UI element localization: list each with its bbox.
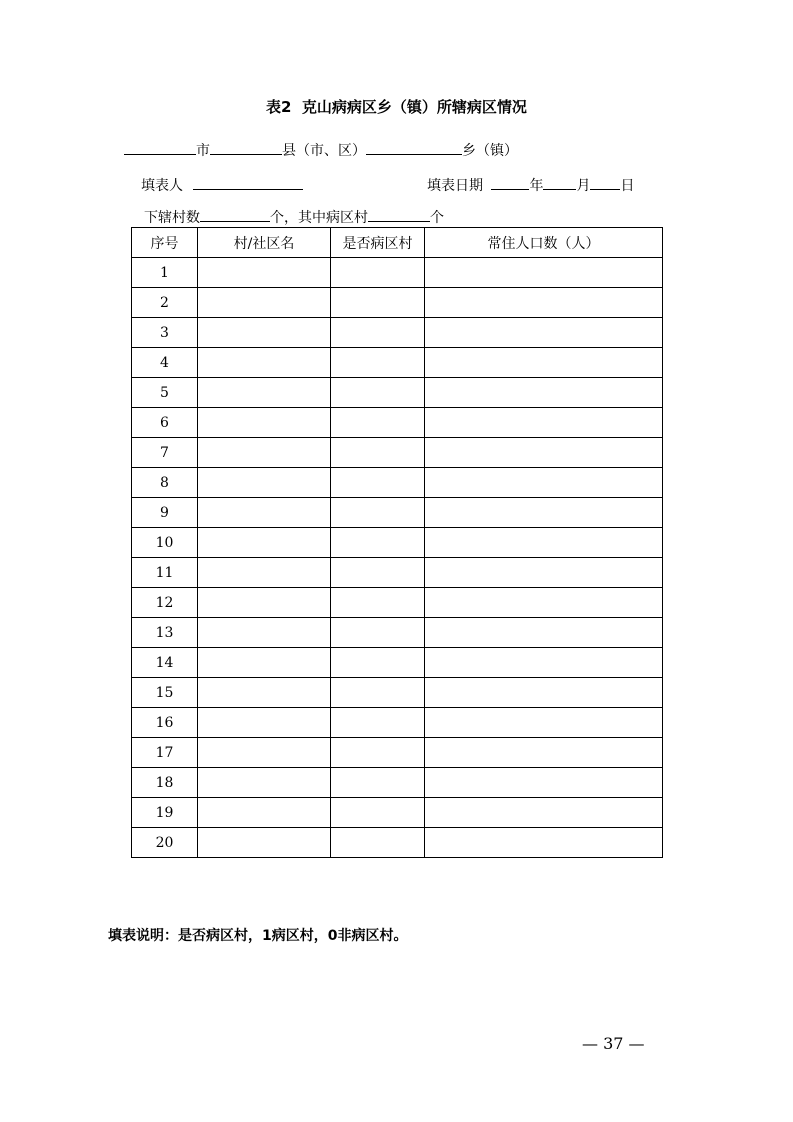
is-disease-village-cell[interactable] <box>331 258 425 288</box>
table-header-row <box>132 228 663 258</box>
resident-population-cell[interactable] <box>425 588 663 618</box>
unit-label: 个 <box>430 210 444 226</box>
month-label: 月 <box>576 178 591 194</box>
table-row <box>132 798 663 828</box>
filler-line <box>141 174 303 196</box>
row-index-cell: 6 <box>132 408 198 438</box>
village-name-cell[interactable] <box>198 828 331 858</box>
county-label: 县（市、区） <box>282 143 366 159</box>
village-name-cell[interactable] <box>198 768 331 798</box>
row-index-cell: 20 <box>132 828 198 858</box>
resident-population-cell[interactable] <box>425 768 663 798</box>
row-index-cell: 8 <box>132 468 198 498</box>
resident-population-cell[interactable] <box>425 708 663 738</box>
village-name-cell[interactable] <box>198 468 331 498</box>
is-disease-village-cell[interactable] <box>331 558 425 588</box>
table-row <box>132 318 663 348</box>
row-index-cell: 7 <box>132 438 198 468</box>
resident-population-cell[interactable] <box>425 318 663 348</box>
row-index-cell: 3 <box>132 318 198 348</box>
is-disease-village-cell[interactable] <box>331 288 425 318</box>
village-name-cell[interactable] <box>198 318 331 348</box>
village-name-cell[interactable] <box>198 348 331 378</box>
table-row <box>132 768 663 798</box>
village-name-cell[interactable] <box>198 438 331 468</box>
header-is-disease-village: 是否病区村 <box>331 228 425 258</box>
resident-population-cell[interactable] <box>425 348 663 378</box>
is-disease-village-cell[interactable] <box>331 378 425 408</box>
fill-instructions: 填表说明：是否病区村，1病区村，0非病区村。 <box>108 928 408 944</box>
table-row <box>132 378 663 408</box>
villages-table <box>131 227 663 858</box>
page-title: 表2 克山病病区乡（镇）所辖病区情况 <box>266 98 527 116</box>
village-name-cell[interactable] <box>198 798 331 828</box>
township-label: 乡（镇） <box>462 143 518 159</box>
table-row <box>132 738 663 768</box>
is-disease-village-cell[interactable] <box>331 618 425 648</box>
resident-population-cell[interactable] <box>425 738 663 768</box>
table-row <box>132 678 663 708</box>
is-disease-village-cell[interactable] <box>331 768 425 798</box>
row-index-cell: 10 <box>132 528 198 558</box>
row-index-cell: 13 <box>132 618 198 648</box>
date-line <box>427 174 634 196</box>
village-name-cell[interactable] <box>198 258 331 288</box>
date-label: 填表日期 <box>427 178 483 194</box>
row-index-cell: 1 <box>132 258 198 288</box>
is-disease-village-cell[interactable] <box>331 828 425 858</box>
month-blank[interactable] <box>543 174 576 190</box>
village-name-cell[interactable] <box>198 618 331 648</box>
village-name-cell[interactable] <box>198 408 331 438</box>
filler-blank[interactable] <box>193 174 303 190</box>
header-village-name: 村/社区名 <box>198 228 331 258</box>
is-disease-village-cell[interactable] <box>331 468 425 498</box>
resident-population-cell[interactable] <box>425 648 663 678</box>
page-number: — 37 — <box>582 1034 645 1053</box>
table-row <box>132 468 663 498</box>
is-disease-village-cell[interactable] <box>331 498 425 528</box>
city-label: 市 <box>196 143 210 159</box>
resident-population-cell[interactable] <box>425 408 663 438</box>
village-name-cell[interactable] <box>198 648 331 678</box>
village-name-cell[interactable] <box>198 528 331 558</box>
table-row <box>132 438 663 468</box>
is-disease-village-cell[interactable] <box>331 798 425 828</box>
row-index-cell: 14 <box>132 648 198 678</box>
table-row <box>132 708 663 738</box>
header-resident-population: 常住人口数（人） <box>425 228 663 258</box>
table-row <box>132 558 663 588</box>
table-row <box>132 348 663 378</box>
table-row <box>132 828 663 858</box>
table-row <box>132 288 663 318</box>
resident-population-cell[interactable] <box>425 798 663 828</box>
village-name-cell[interactable] <box>198 708 331 738</box>
row-index-cell: 16 <box>132 708 198 738</box>
table-row <box>132 258 663 288</box>
table-row <box>132 408 663 438</box>
village-name-cell[interactable] <box>198 378 331 408</box>
is-disease-village-cell[interactable] <box>331 708 425 738</box>
is-disease-village-cell[interactable] <box>331 438 425 468</box>
resident-population-cell[interactable] <box>425 678 663 708</box>
row-index-cell: 12 <box>132 588 198 618</box>
resident-population-cell[interactable] <box>425 258 663 288</box>
county-blank[interactable] <box>210 139 282 155</box>
is-disease-village-cell[interactable] <box>331 348 425 378</box>
count-line <box>144 206 444 228</box>
header-index: 序号 <box>132 228 198 258</box>
row-index-cell: 18 <box>132 768 198 798</box>
row-index-cell: 5 <box>132 378 198 408</box>
disease-villages-label: 个，其中病区村 <box>270 210 368 226</box>
resident-population-cell[interactable] <box>425 378 663 408</box>
location-line <box>124 139 518 161</box>
village-name-cell[interactable] <box>198 498 331 528</box>
village-name-cell[interactable] <box>198 558 331 588</box>
resident-population-cell[interactable] <box>425 438 663 468</box>
row-index-cell: 4 <box>132 348 198 378</box>
table-row <box>132 528 663 558</box>
villages-blank[interactable] <box>200 206 270 222</box>
resident-population-cell[interactable] <box>425 828 663 858</box>
resident-population-cell[interactable] <box>425 498 663 528</box>
row-index-cell: 19 <box>132 798 198 828</box>
village-name-cell[interactable] <box>198 588 331 618</box>
table-row <box>132 648 663 678</box>
disease-villages-blank[interactable] <box>368 206 430 222</box>
row-index-cell: 2 <box>132 288 198 318</box>
year-blank[interactable] <box>491 174 529 190</box>
resident-population-cell[interactable] <box>425 558 663 588</box>
filler-label: 填表人 <box>141 178 183 194</box>
resident-population-cell[interactable] <box>425 288 663 318</box>
row-index-cell: 9 <box>132 498 198 528</box>
is-disease-village-cell[interactable] <box>331 528 425 558</box>
is-disease-village-cell[interactable] <box>331 318 425 348</box>
resident-population-cell[interactable] <box>425 618 663 648</box>
table-row <box>132 618 663 648</box>
resident-population-cell[interactable] <box>425 528 663 558</box>
village-name-cell[interactable] <box>198 678 331 708</box>
is-disease-village-cell[interactable] <box>331 588 425 618</box>
table-row <box>132 588 663 618</box>
day-blank[interactable] <box>590 174 620 190</box>
is-disease-village-cell[interactable] <box>331 738 425 768</box>
villages-label: 下辖村数 <box>144 210 200 226</box>
village-name-cell[interactable] <box>198 738 331 768</box>
year-label: 年 <box>529 178 544 194</box>
is-disease-village-cell[interactable] <box>331 408 425 438</box>
city-blank[interactable] <box>124 139 196 155</box>
row-index-cell: 17 <box>132 738 198 768</box>
is-disease-village-cell[interactable] <box>331 678 425 708</box>
row-index-cell: 15 <box>132 678 198 708</box>
row-index-cell: 11 <box>132 558 198 588</box>
village-name-cell[interactable] <box>198 288 331 318</box>
day-label: 日 <box>620 178 635 194</box>
is-disease-village-cell[interactable] <box>331 648 425 678</box>
township-blank[interactable] <box>366 139 462 155</box>
resident-population-cell[interactable] <box>425 468 663 498</box>
table-row <box>132 498 663 528</box>
